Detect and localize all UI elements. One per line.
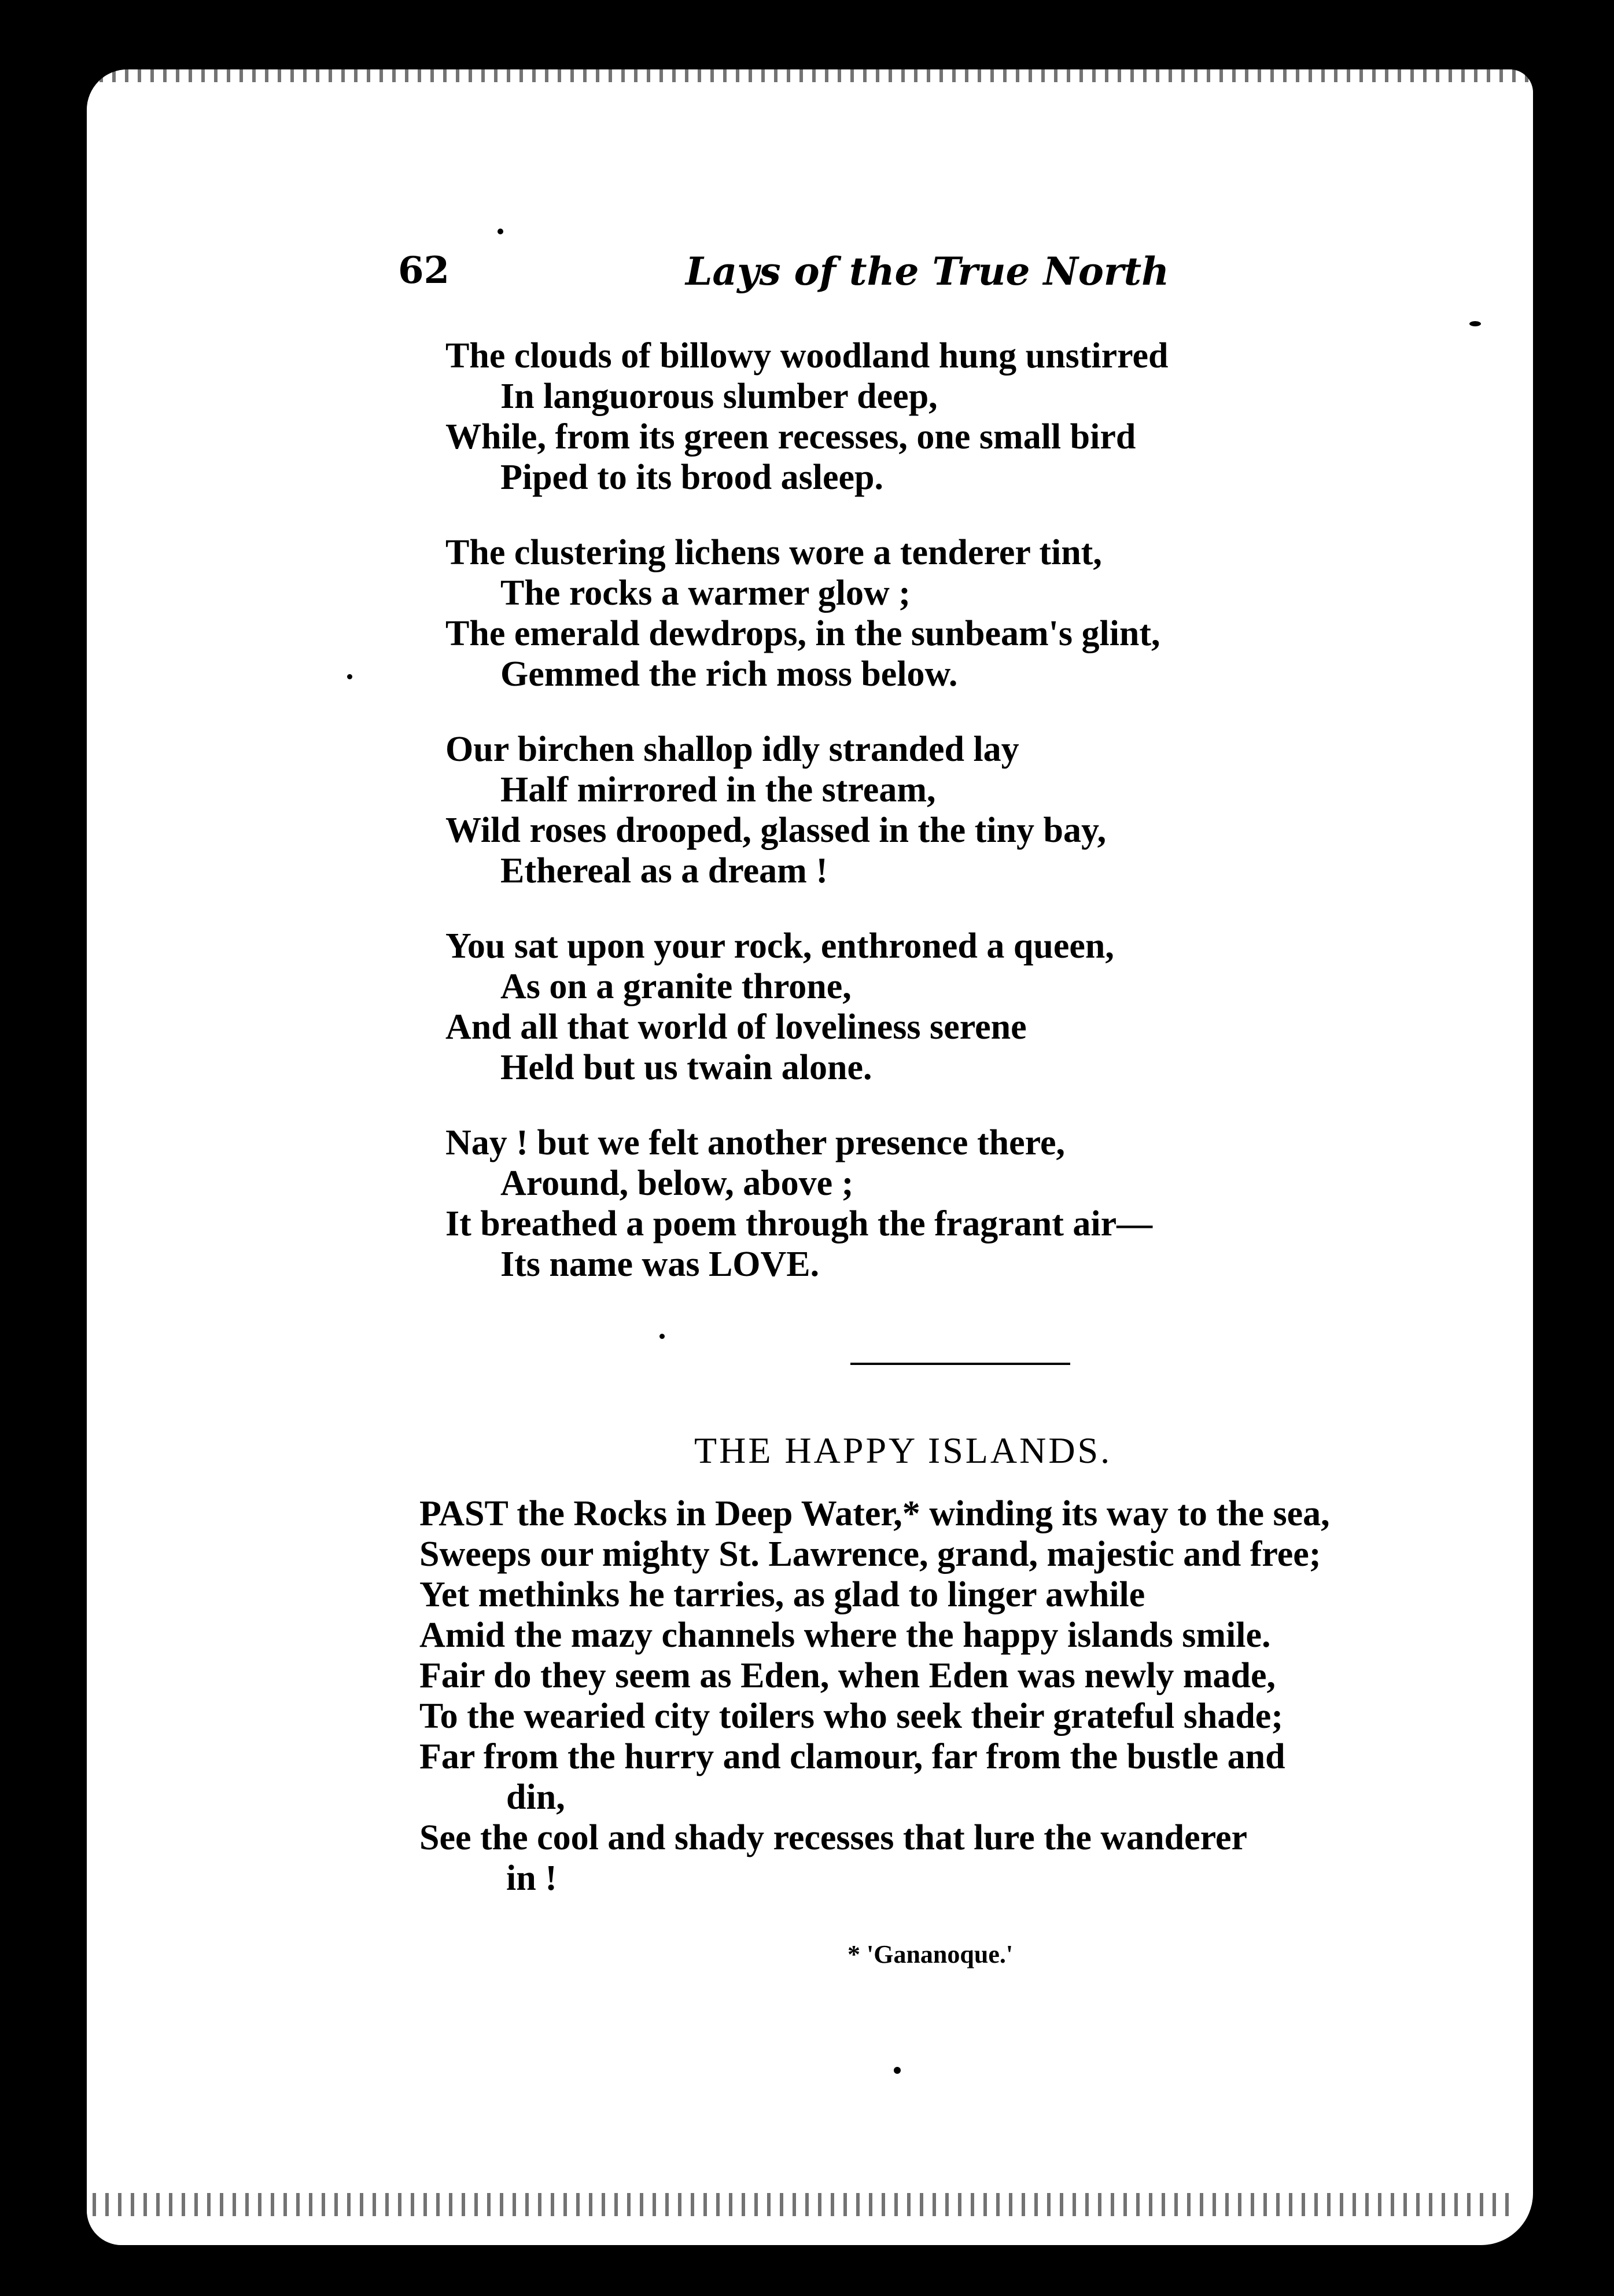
- verse-line-continuation: in !: [506, 1859, 557, 1898]
- ink-speck: [659, 1334, 665, 1339]
- verse-line: To the wearied city toilers who seek their grateful shade;: [419, 1697, 1283, 1736]
- poem-line: Wild roses drooped, glassed in the tiny bay,: [445, 811, 1107, 850]
- poem-line: While, from its green recesses, one small bird: [445, 417, 1136, 457]
- poem-line: It breathed a poem through the fragrant air—: [445, 1204, 1153, 1243]
- ink-speck: [894, 2067, 901, 2074]
- page-number: 62: [398, 249, 450, 292]
- stanza-4: [445, 926, 1169, 1088]
- poem-line: Its name was LOVE.: [500, 1245, 820, 1284]
- ink-speck: [1469, 321, 1481, 326]
- verse-line: Far from the hurry and clamour, far from the bustle and: [419, 1737, 1285, 1776]
- poem-line: Gemmed the rich moss below.: [500, 654, 958, 694]
- poem-line: Held but us twain alone.: [500, 1048, 872, 1087]
- poem-line: The rocks a warmer glow ;: [500, 573, 911, 613]
- poem-line: Our birchen shallop idly stranded lay: [445, 730, 1019, 769]
- poem-line: The clustering lichens wore a tenderer tint,: [445, 533, 1102, 572]
- verse-line: Amid the mazy channels where the happy islands smile.: [419, 1616, 1271, 1655]
- poem-line: And all that world of loveliness serene: [445, 1007, 1027, 1047]
- ink-speck: [347, 674, 352, 679]
- stanza-1: [445, 336, 1169, 498]
- top-edge-wear: [87, 69, 1533, 82]
- poem-line: As on a granite throne,: [500, 967, 852, 1006]
- verse-line: Fair do they seem as Eden, when Eden was newly made,: [419, 1656, 1276, 1695]
- stanza-2: [445, 532, 1169, 694]
- poem: [445, 336, 1169, 1319]
- verse-line: See the cool and shady recesses that lure the wanderer: [419, 1818, 1248, 1857]
- verse-line: PAST the Rocks in Deep Water,* winding its way to the sea,: [419, 1494, 1330, 1533]
- poem-line: In languorous slumber deep,: [500, 377, 938, 416]
- footnote: * 'Gananoque.': [847, 1940, 1014, 1968]
- verse-line-continuation: din,: [506, 1778, 565, 1817]
- bottom-edge-wear: [93, 2193, 1516, 2216]
- verse-line: Sweeps our mighty St. Lawrence, grand, majestic and free;: [419, 1535, 1321, 1574]
- poem-line: Ethereal as a dream !: [500, 851, 828, 891]
- poem-line: Nay ! but we felt another presence there,: [445, 1123, 1066, 1162]
- poem-line: You sat upon your rock, enthroned a queen,: [445, 926, 1114, 966]
- ink-speck: [498, 229, 503, 234]
- poem-line: The clouds of billowy woodland hung unstirred: [445, 336, 1169, 376]
- verse-line: Yet methinks he tarries, as glad to linger awhile: [419, 1575, 1145, 1614]
- stanza-5: [445, 1123, 1169, 1285]
- section-verse: [419, 1493, 1330, 1898]
- running-title: Lays of the True North: [686, 249, 1170, 294]
- poem-line: Piped to its brood asleep.: [500, 458, 883, 497]
- poem-line: The emerald dewdrops, in the sunbeam's glint,: [445, 614, 1160, 653]
- stanza-3: [445, 729, 1169, 891]
- section-divider: [850, 1363, 1070, 1365]
- section-title: THE HAPPY ISLANDS.: [694, 1430, 1112, 1471]
- poem-line: Around, below, above ;: [500, 1164, 854, 1203]
- poem-line: Half mirrored in the stream,: [500, 770, 936, 810]
- ink-speck: [23, 613, 29, 619]
